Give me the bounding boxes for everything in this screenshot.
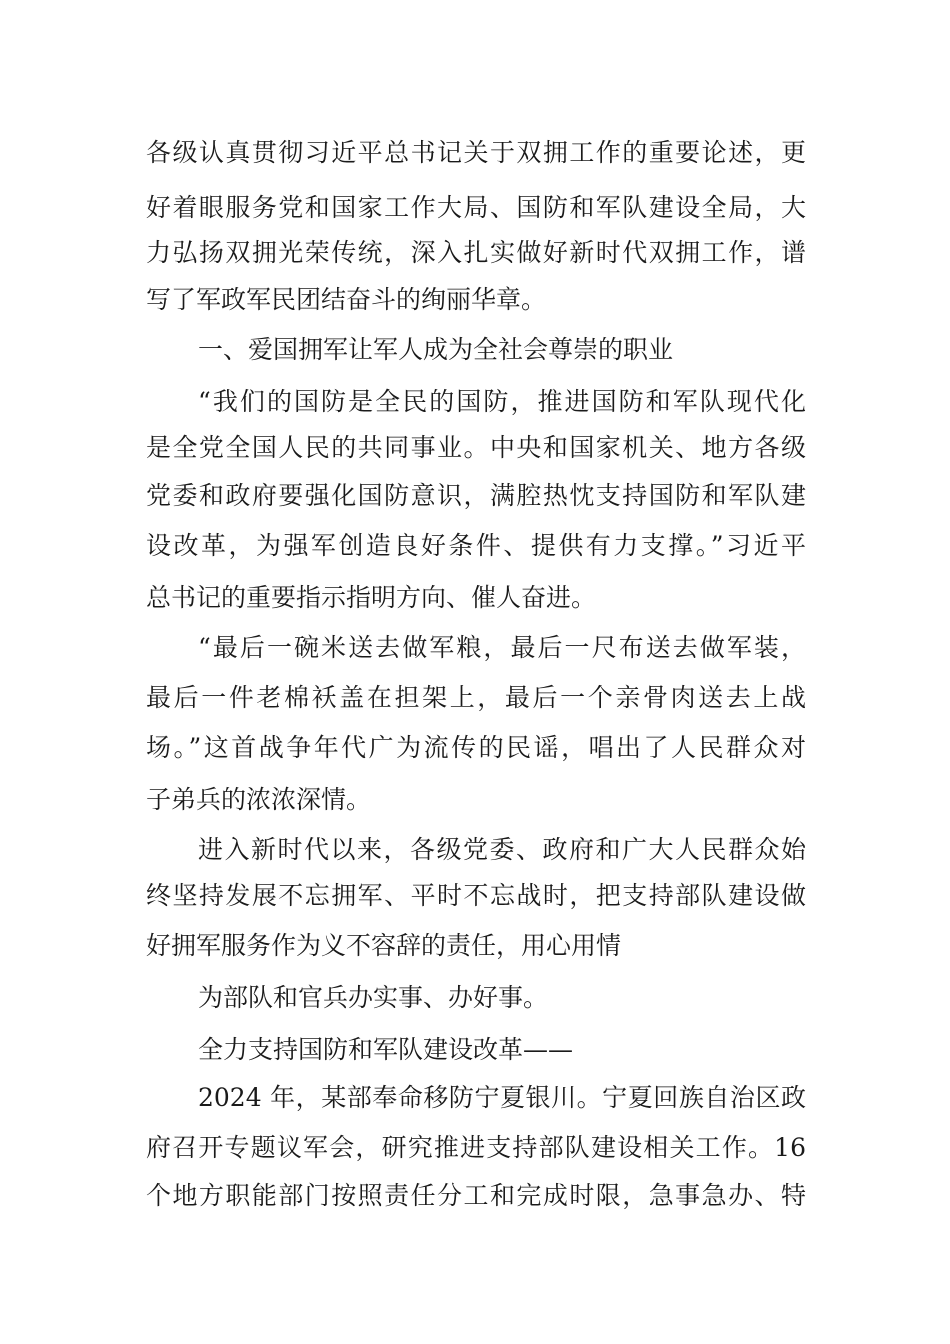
- paragraph-line: 为部队和官兵办实事、办好事。: [198, 983, 549, 1012]
- paragraph-line: 好拥军服务作为义不容辞的责任，用心用情: [146, 931, 622, 960]
- paragraph-line: 设改革，为强军创造良好条件、提供有力支撑。”习近平: [146, 531, 806, 560]
- paragraph-line: 党委和政府要强化国防意识，满腔热忱支持国防和军队建: [146, 481, 806, 510]
- paragraph-line: 场。”这首战争年代广为流传的民谣，唱出了人民群众对: [146, 733, 806, 762]
- paragraph-line: 是全党全国人民的共同事业。中央和国家机关、地方各级: [146, 433, 806, 462]
- paragraph-line: 府召开专题议军会，研究推进支持部队建设相关工作。16: [146, 1133, 806, 1162]
- paragraph-line: 各级认真贯彻习近平总书记关于双拥工作的重要论述，更: [146, 138, 806, 167]
- paragraph-line: 子弟兵的浓浓深情。: [146, 785, 372, 814]
- paragraph-line: 好着眼服务党和国家工作大局、国防和军队建设全局，大: [146, 193, 806, 222]
- subheading-line: 全力支持国防和军队建设改革——: [198, 1035, 574, 1064]
- paragraph-line: “我们的国防是全民的国防，推进国防和军队现代化: [198, 387, 806, 416]
- paragraph-line: 终坚持发展不忘拥军、平时不忘战时，把支持部队建设做: [146, 881, 806, 910]
- paragraph-line: 进入新时代以来，各级党委、政府和广大人民群众始: [198, 835, 806, 864]
- paragraph-line: 写了军政军民团结奋斗的绚丽华章。: [146, 285, 547, 314]
- paragraph-line: “最后一碗米送去做军粮，最后一尺布送去做军装，: [198, 633, 806, 662]
- paragraph-line: 最后一件老棉袄盖在担架上，最后一个亲骨肉送去上战: [146, 683, 806, 712]
- paragraph-line: 个地方职能部门按照责任分工和完成时限，急事急办、特: [146, 1181, 806, 1210]
- section-heading: 一、爱国拥军让军人成为全社会尊崇的职业: [198, 335, 674, 364]
- paragraph-line: 力弘扬双拥光荣传统，深入扎实做好新时代双拥工作，谱: [146, 238, 806, 267]
- paragraph-line: 总书记的重要指示指明方向、催人奋进。: [146, 583, 597, 612]
- paragraph-line: 2024 年，某部奉命移防宁夏银川。宁夏回族自治区政: [198, 1083, 806, 1112]
